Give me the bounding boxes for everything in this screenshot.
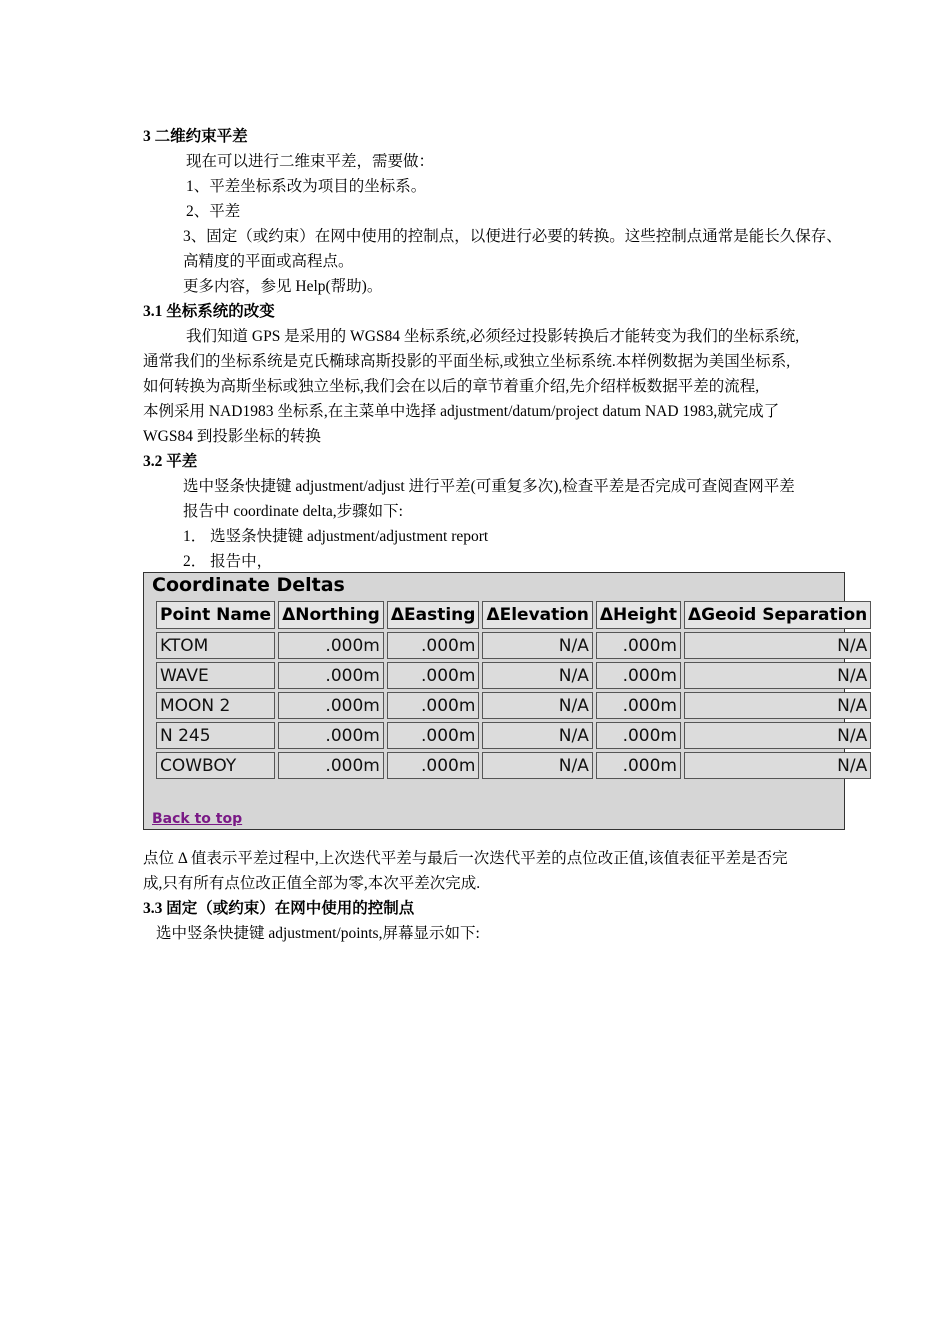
list-item-report-step2: 2． 报告中， bbox=[183, 553, 273, 570]
cell-height: .000m bbox=[596, 752, 681, 779]
cell-point-name: COWBOY bbox=[156, 752, 275, 779]
paragraph-3-1-line1: 我们知道 GPS 是采用的 WGS84 坐标系统,必须经过投影转换后才能转变为我们的坐标系统, bbox=[186, 328, 800, 345]
cell-easting: .000m bbox=[387, 752, 480, 779]
section-heading-3-3: 3.3 固定（或约束）在网中使用的控制点 bbox=[143, 900, 415, 917]
section-heading-3-2: 3.2 平差 bbox=[143, 453, 198, 470]
section-heading-3-1: 3.1 坐标系统的改变 bbox=[143, 303, 275, 320]
paragraph-3-1-line3: 如何转换为高斯坐标或独立坐标,我们会在以后的章节着重介绍,先介绍样板数据平差的流程, bbox=[143, 378, 760, 395]
cell-easting: .000m bbox=[387, 632, 480, 659]
cell-point-name: MOON 2 bbox=[156, 692, 275, 719]
table-row bbox=[156, 692, 871, 719]
cell-elevation: N/A bbox=[482, 692, 592, 719]
cell-point-name: WAVE bbox=[156, 662, 275, 689]
cell-northing: .000m bbox=[278, 722, 384, 749]
paragraph-3-2-line1: 选中竖条快捷键 adjustment/adjust 进行平差(可重复多次),检查平差是否完成可查阅查网平差 bbox=[183, 478, 795, 495]
cell-northing: .000m bbox=[278, 752, 384, 779]
table-row bbox=[156, 632, 871, 659]
cell-point-name: KTOM bbox=[156, 632, 275, 659]
table-row bbox=[156, 722, 871, 749]
cell-height: .000m bbox=[596, 632, 681, 659]
column-header-easting: ΔEasting bbox=[387, 601, 480, 629]
paragraph-more: 更多内容，参见 Help(帮助)。 bbox=[183, 278, 383, 295]
table-row bbox=[156, 752, 871, 779]
cell-elevation: N/A bbox=[482, 752, 592, 779]
cell-height: .000m bbox=[596, 722, 681, 749]
paragraph-intro: 现在可以进行二维束平差，需要做： bbox=[186, 153, 435, 170]
table-header-row bbox=[156, 601, 871, 629]
section-heading-3: 3 二维约束平差 bbox=[143, 128, 248, 145]
cell-geoid-separation: N/A bbox=[684, 662, 871, 689]
paragraph-3-3: 选中竖条快捷键 adjustment/points,屏幕显示如下: bbox=[156, 925, 480, 942]
cell-height: .000m bbox=[596, 662, 681, 689]
cell-northing: .000m bbox=[278, 662, 384, 689]
cell-elevation: N/A bbox=[482, 662, 592, 689]
cell-easting: .000m bbox=[387, 662, 480, 689]
column-header-elevation: ΔElevation bbox=[482, 601, 592, 629]
list-item-step2: 2、平差 bbox=[186, 203, 241, 220]
cell-point-name: N 245 bbox=[156, 722, 275, 749]
table-title: Coordinate Deltas bbox=[152, 574, 345, 596]
paragraph-3-1-line4: 本例采用 NAD1983 坐标系,在主菜单中选择 adjustment/datum/project datum NAD 1983,就完成了 bbox=[143, 403, 780, 420]
table-row bbox=[156, 662, 871, 689]
paragraph-delta-line1: 点位 Δ 值表示平差过程中,上次迭代平差与最后一次迭代平差的点位改正值,该值表征平差是否完 bbox=[143, 850, 788, 867]
column-header-geoid-separation: ΔGeoid Separation bbox=[684, 601, 871, 629]
list-item-step1: 1、平差坐标系改为项目的坐标系。 bbox=[186, 178, 427, 195]
paragraph-3-1-line2: 通常我们的坐标系统是克氏椭球高斯投影的平面坐标,或独立坐标系统.本样例数据为美国坐标系, bbox=[143, 353, 791, 370]
cell-geoid-separation: N/A bbox=[684, 722, 871, 749]
list-item-step3: 3、固定（或约束）在网中使用的控制点，以便进行必要的转换。这些控制点通常是能长久保存、 bbox=[183, 228, 842, 245]
list-item-report-step1: 1． 选竖条快捷键 adjustment/adjustment report bbox=[183, 528, 489, 545]
cell-northing: .000m bbox=[278, 632, 384, 659]
paragraph-3-1-line5: WGS84 到投影坐标的转换 bbox=[143, 428, 321, 445]
paragraph-delta-line2: 成,只有所有点位改正值全部为零,本次平差次完成. bbox=[143, 875, 481, 892]
list-item-step3-cont: 高精度的平面或高程点。 bbox=[183, 253, 354, 270]
cell-northing: .000m bbox=[278, 692, 384, 719]
back-to-top-link[interactable]: Back to top bbox=[152, 811, 243, 827]
cell-elevation: N/A bbox=[482, 722, 592, 749]
cell-height: .000m bbox=[596, 692, 681, 719]
cell-geoid-separation: N/A bbox=[684, 632, 871, 659]
cell-geoid-separation: N/A bbox=[684, 692, 871, 719]
column-header-northing: ΔNorthing bbox=[278, 601, 384, 629]
coordinate-deltas-screenshot bbox=[143, 572, 868, 830]
paragraph-3-2-line2: 报告中 coordinate delta,步骤如下: bbox=[183, 503, 403, 520]
column-header-height: ΔHeight bbox=[596, 601, 681, 629]
cell-easting: .000m bbox=[387, 692, 480, 719]
column-header-point-name: Point Name bbox=[156, 601, 275, 629]
cell-geoid-separation: N/A bbox=[684, 752, 871, 779]
coordinate-deltas-table bbox=[153, 598, 874, 782]
cell-elevation: N/A bbox=[482, 632, 592, 659]
cell-easting: .000m bbox=[387, 722, 480, 749]
